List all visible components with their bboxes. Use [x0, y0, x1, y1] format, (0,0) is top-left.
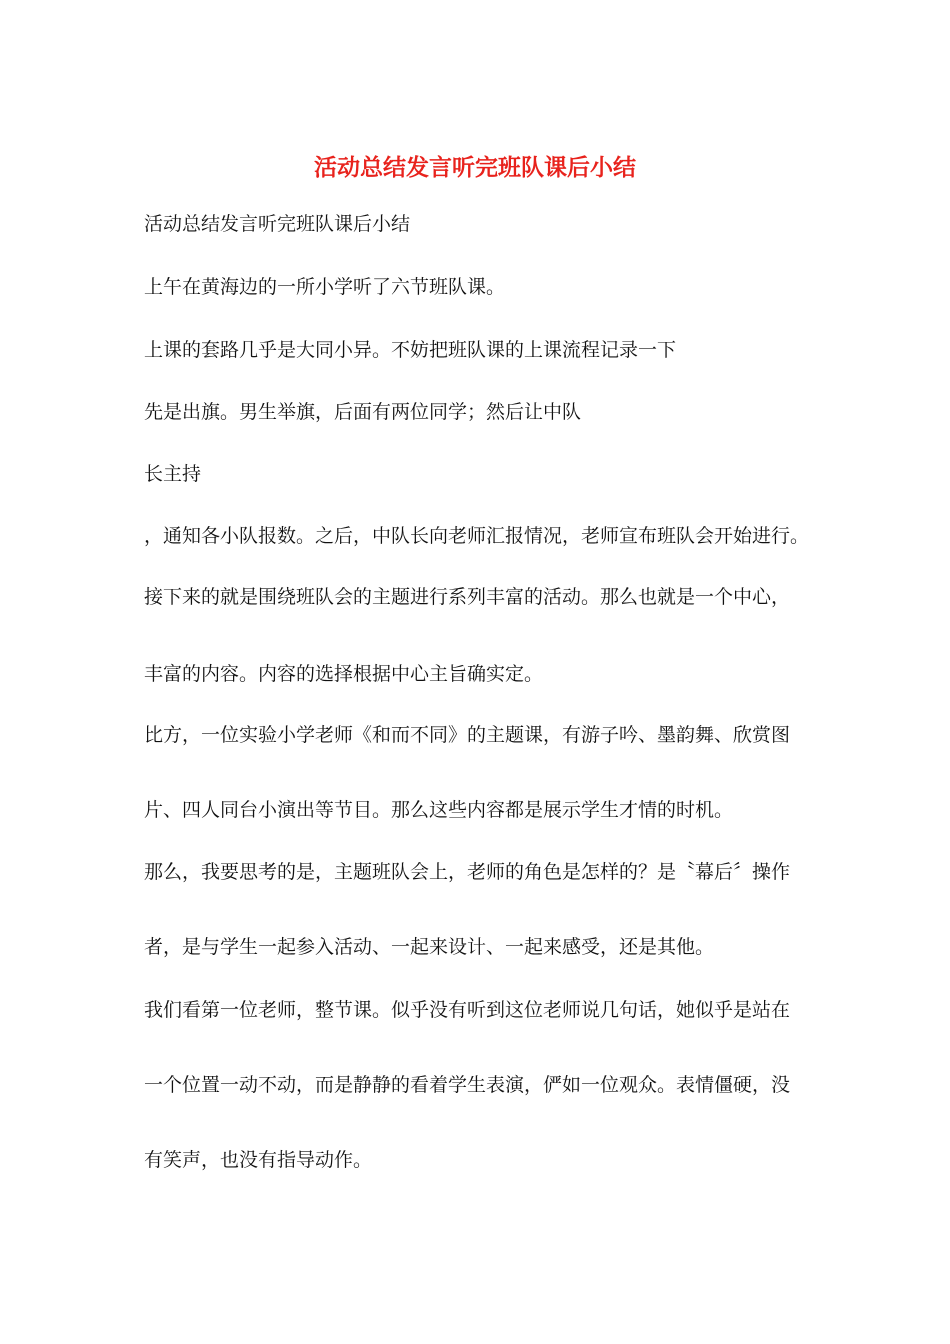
paragraph-line: 丰富的内容。内容的选择根据中心主旨确实定。 [144, 663, 544, 685]
paragraph-line: 长主持 [144, 463, 202, 485]
document-title: 活动总结发言听完班队课后小结 [314, 154, 636, 181]
paragraph-line: 我们看第一位老师，整节课。似乎没有听到这位老师说几句话，她似乎是站在 [144, 999, 791, 1021]
paragraph-line: 有笑声，也没有指导动作。 [144, 1149, 373, 1171]
paragraph-line: 片、四人同台小演出等节目。那么这些内容都是展示学生才情的时机。 [144, 799, 734, 821]
paragraph-line: 先是出旗。男生举旗，后面有两位同学；然后让中队 [144, 401, 582, 423]
paragraph-line: 上课的套路几乎是大同小异。不妨把班队课的上课流程记录一下 [144, 339, 677, 361]
paragraph-line: 比方，一位实验小学老师《和而不同》的主题课，有游子吟、墨韵舞、欣赏图 [144, 724, 791, 746]
paragraph-line: ，通知各小队报数。之后，中队长向老师汇报情况，老师宣布班队会开始进行。 [144, 525, 810, 547]
paragraph-line: 接下来的就是围绕班队会的主题进行系列丰富的活动。那么也就是一个中心， [144, 586, 791, 608]
paragraph-line: 者，是与学生一起参入活动、一起来设计、一起来感受，还是其他。 [144, 936, 715, 958]
paragraph-line: 活动总结发言听完班队课后小结 [144, 213, 411, 235]
paragraph-line: 一个位置一动不动，而是静静的看着学生表演，俨如一位观众。表情僵硬，没 [144, 1074, 791, 1096]
paragraph-line: 那么，我要思考的是，主题班队会上，老师的角色是怎样的？是〝幕后〞操作 [144, 861, 791, 883]
paragraph-line: 上午在黄海边的一所小学听了六节班队课。 [144, 276, 506, 298]
